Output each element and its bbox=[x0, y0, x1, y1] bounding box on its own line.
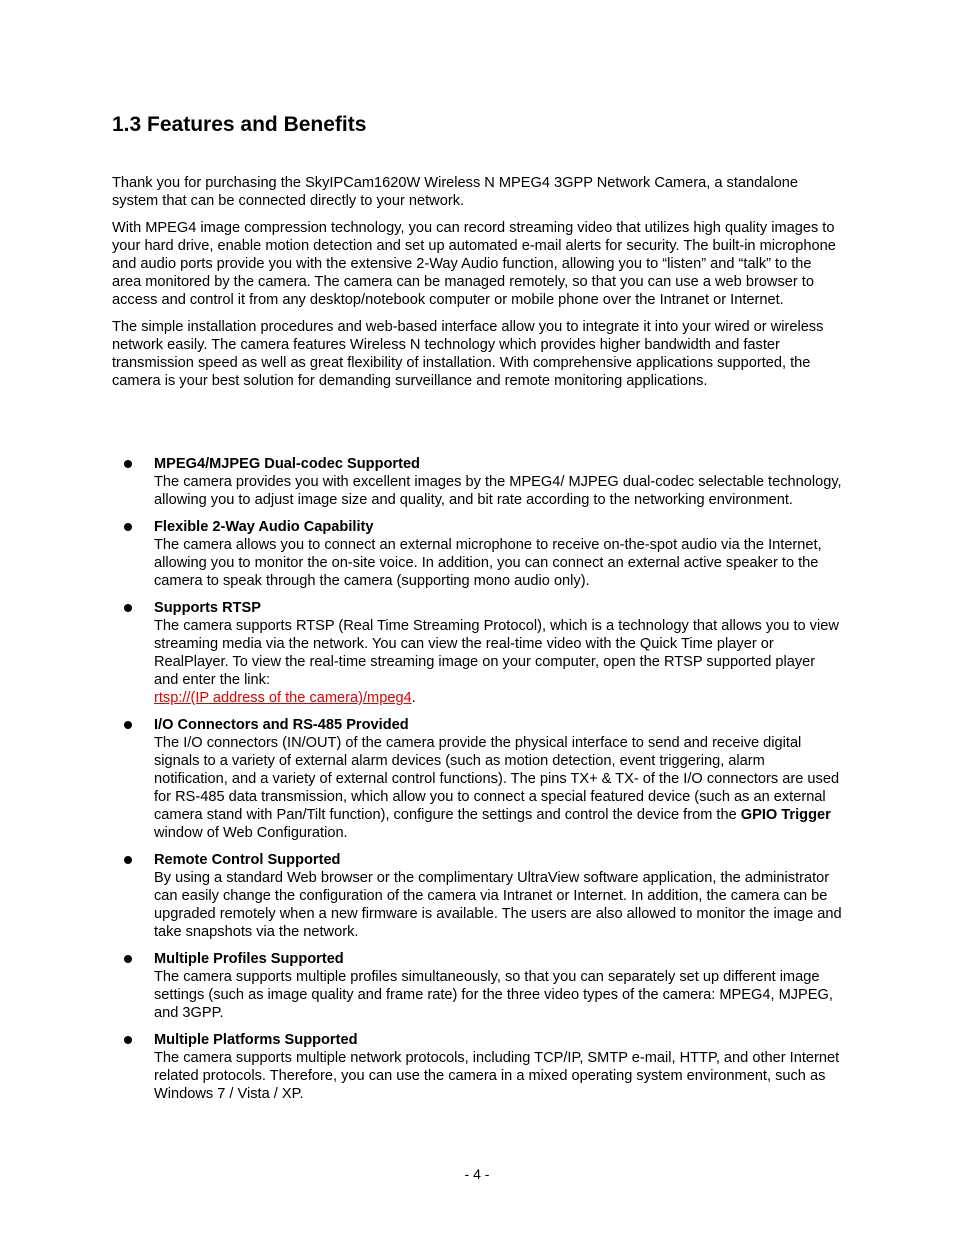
feature-title: Multiple Platforms Supported bbox=[154, 1032, 358, 1048]
feature-item bbox=[112, 716, 842, 842]
feature-item bbox=[112, 950, 842, 1022]
feature-description: The camera allows you to connect an external microphone to receive on-the-spot audio via the Internet, allowing you to monitor the on-site voice. In addition, you can connect an external active speaker to the camera to speak through the camera (supporting mono audio only). bbox=[154, 537, 822, 589]
feature-item bbox=[112, 455, 842, 509]
feature-description-text: The camera supports RTSP (Real Time Streaming Protocol), which is a technology that allows you to view streaming media via the network. You can view the real-time video with the Quick Time player or RealPlayer. To view the real-time streaming image on your computer, open the RTSP supported player and enter the link: bbox=[154, 618, 839, 688]
feature-description-tail: window of Web Configuration. bbox=[154, 825, 348, 841]
intro-paragraph: With MPEG4 image compression technology, you can record streaming video that utilizes high quality images to your hard drive, enable motion detection and set up automated e-mail alerts for security. The built-in microphone and audio ports provide you with the extensive 2-Way Audio function, allowing you to “listen” and “talk” to the area monitored by the camera. The camera can be managed remotely, so that you can use a web browser to access and control it from any desktop/notebook computer or mobile phone over the Intranet or Internet. bbox=[112, 220, 836, 308]
bullet-icon bbox=[124, 721, 132, 729]
feature-description: By using a standard Web browser or the complimentary UltraView software application, the administrator can easily change the configuration of the camera via Intranet or Internet. In addition, the camera can be upgraded remotely when a new firmware is available. The users are also allowed to monitor the image and take snapshots via the network. bbox=[154, 870, 842, 940]
intro-paragraph: Thank you for purchasing the SkyIPCam1620W Wireless N MPEG4 3GPP Network Camera, a standalone system that can be connected directly to your network. bbox=[112, 175, 798, 209]
bullet-icon bbox=[124, 460, 132, 468]
section-heading: 1.3 Features and Benefits bbox=[112, 113, 367, 136]
feature-title: Flexible 2-Way Audio Capability bbox=[154, 519, 374, 535]
feature-title: Supports RTSP bbox=[154, 600, 262, 616]
feature-list bbox=[112, 455, 842, 1112]
feature-description bbox=[154, 734, 842, 842]
feature-description-text: The I/O connectors (IN/OUT) of the camera provide the physical interface to send and receive digital signals to a variety of external alarm devices (such as motion detection, event triggering, alarm notification, and a variety of external control functions). The pins TX+ & TX- of the I/O connectors are used for RS-485 data transmission, which allow you to connect a special featured device (such as an external camera stand with Pan/Tilt function), configure the settings and control the device from the bbox=[154, 735, 840, 823]
bullet-icon bbox=[124, 856, 132, 864]
feature-title: Multiple Profiles Supported bbox=[154, 951, 344, 967]
feature-item bbox=[112, 599, 842, 707]
feature-description bbox=[154, 617, 842, 707]
page-number: - 4 - bbox=[464, 1166, 490, 1182]
bullet-icon bbox=[124, 604, 132, 612]
link-suffix: . bbox=[411, 690, 416, 706]
feature-title: Remote Control Supported bbox=[154, 852, 341, 868]
feature-description: The camera supports multiple network protocols, including TCP/IP, SMTP e-mail, HTTP, and other Internet related protocols. Therefore, you can use the camera in a mixed operating system environment, such as Windows 7 / Vista / XP. bbox=[154, 1050, 840, 1102]
bullet-icon bbox=[124, 523, 132, 531]
feature-item bbox=[112, 518, 842, 590]
feature-item bbox=[112, 1031, 842, 1103]
rtsp-link[interactable]: rtsp://(IP address of the camera)/mpeg4 bbox=[154, 690, 412, 706]
intro-text bbox=[112, 174, 842, 399]
gpio-trigger-label: GPIO Trigger bbox=[740, 807, 831, 823]
feature-description: The camera provides you with excellent images by the MPEG4/ MJPEG dual-codec selectable technology, allowing you to adjust image size and quality, and bit rate according to the networking environment. bbox=[154, 474, 842, 508]
bullet-icon bbox=[124, 1036, 132, 1044]
bullet-icon bbox=[124, 955, 132, 963]
feature-item bbox=[112, 851, 842, 941]
intro-paragraph: The simple installation procedures and web-based interface allow you to integrate it into your wired or wireless network easily. The camera features Wireless N technology which provides higher bandwidth and faster transmission speed as well as great flexibility of installation. With comprehensive applications supported, the camera is your best solution for demanding surveillance and remote monitoring applications. bbox=[112, 319, 824, 389]
feature-description: The camera supports multiple profiles simultaneously, so that you can separately set up different image settings (such as image quality and frame rate) for the three video types of the camera: MPEG4, MJPEG, and 3GPP. bbox=[154, 969, 833, 1021]
feature-title: MPEG4/MJPEG Dual-codec Supported bbox=[154, 456, 420, 472]
feature-title: I/O Connectors and RS-485 Provided bbox=[154, 717, 409, 733]
